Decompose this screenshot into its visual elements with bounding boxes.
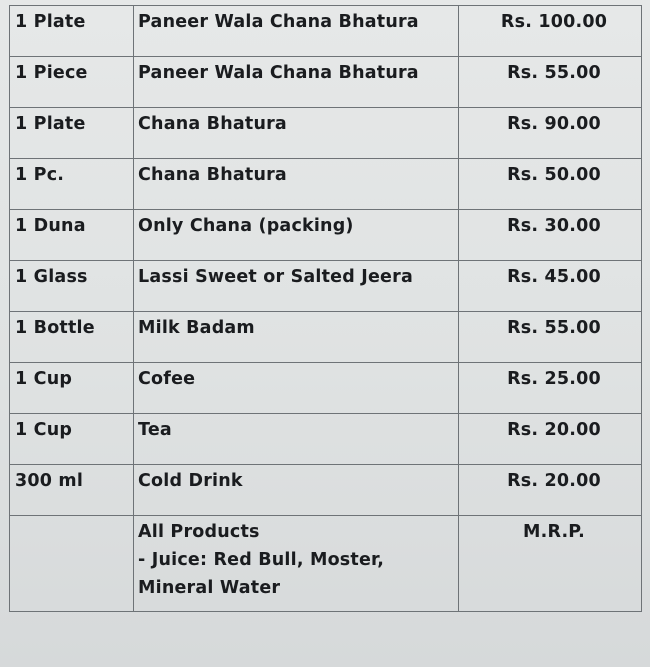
qty-cell: 1 Piece <box>10 57 134 108</box>
item-cell: Chana Bhatura <box>134 108 459 159</box>
qty-cell: 1 Bottle <box>10 312 134 363</box>
qty-cell: 300 ml <box>10 465 134 516</box>
price-cell: M.R.P. <box>459 516 642 612</box>
price-cell: Rs. 20.00 <box>459 414 642 465</box>
notes-line: - Juice: Red Bull, Moster, <box>138 550 385 570</box>
item-cell: Only Chana (packing) <box>134 210 459 261</box>
price-cell: Rs. 55.00 <box>459 312 642 363</box>
table-row <box>10 210 642 261</box>
item-cell: Tea <box>134 414 459 465</box>
item-cell: Cofee <box>134 363 459 414</box>
price-cell: Rs. 100.00 <box>459 6 642 57</box>
item-cell-notes <box>134 516 459 612</box>
table-row <box>10 465 642 516</box>
price-cell: Rs. 55.00 <box>459 57 642 108</box>
table-row <box>10 312 642 363</box>
table-row <box>10 363 642 414</box>
table-row <box>10 6 642 57</box>
notes-line: All Products <box>138 522 260 542</box>
table-row <box>10 261 642 312</box>
qty-cell <box>10 516 134 612</box>
notes-line: Mineral Water <box>138 578 281 598</box>
item-cell: Cold Drink <box>134 465 459 516</box>
qty-cell: 1 Cup <box>10 414 134 465</box>
price-cell: Rs. 25.00 <box>459 363 642 414</box>
price-table <box>9 5 642 612</box>
price-cell: Rs. 45.00 <box>459 261 642 312</box>
price-cell: Rs. 30.00 <box>459 210 642 261</box>
table-row-footer <box>10 516 642 612</box>
table-row <box>10 57 642 108</box>
qty-cell: 1 Plate <box>10 6 134 57</box>
item-cell: Lassi Sweet or Salted Jeera <box>134 261 459 312</box>
qty-cell: 1 Glass <box>10 261 134 312</box>
qty-cell: 1 Plate <box>10 108 134 159</box>
price-cell: Rs. 90.00 <box>459 108 642 159</box>
table-row <box>10 108 642 159</box>
price-cell: Rs. 20.00 <box>459 465 642 516</box>
qty-cell: 1 Cup <box>10 363 134 414</box>
price-cell: Rs. 50.00 <box>459 159 642 210</box>
item-cell: Paneer Wala Chana Bhatura <box>134 57 459 108</box>
item-cell: Chana Bhatura <box>134 159 459 210</box>
qty-cell: 1 Pc. <box>10 159 134 210</box>
qty-cell: 1 Duna <box>10 210 134 261</box>
table-row <box>10 159 642 210</box>
table-row <box>10 414 642 465</box>
item-cell: Paneer Wala Chana Bhatura <box>134 6 459 57</box>
item-cell: Milk Badam <box>134 312 459 363</box>
